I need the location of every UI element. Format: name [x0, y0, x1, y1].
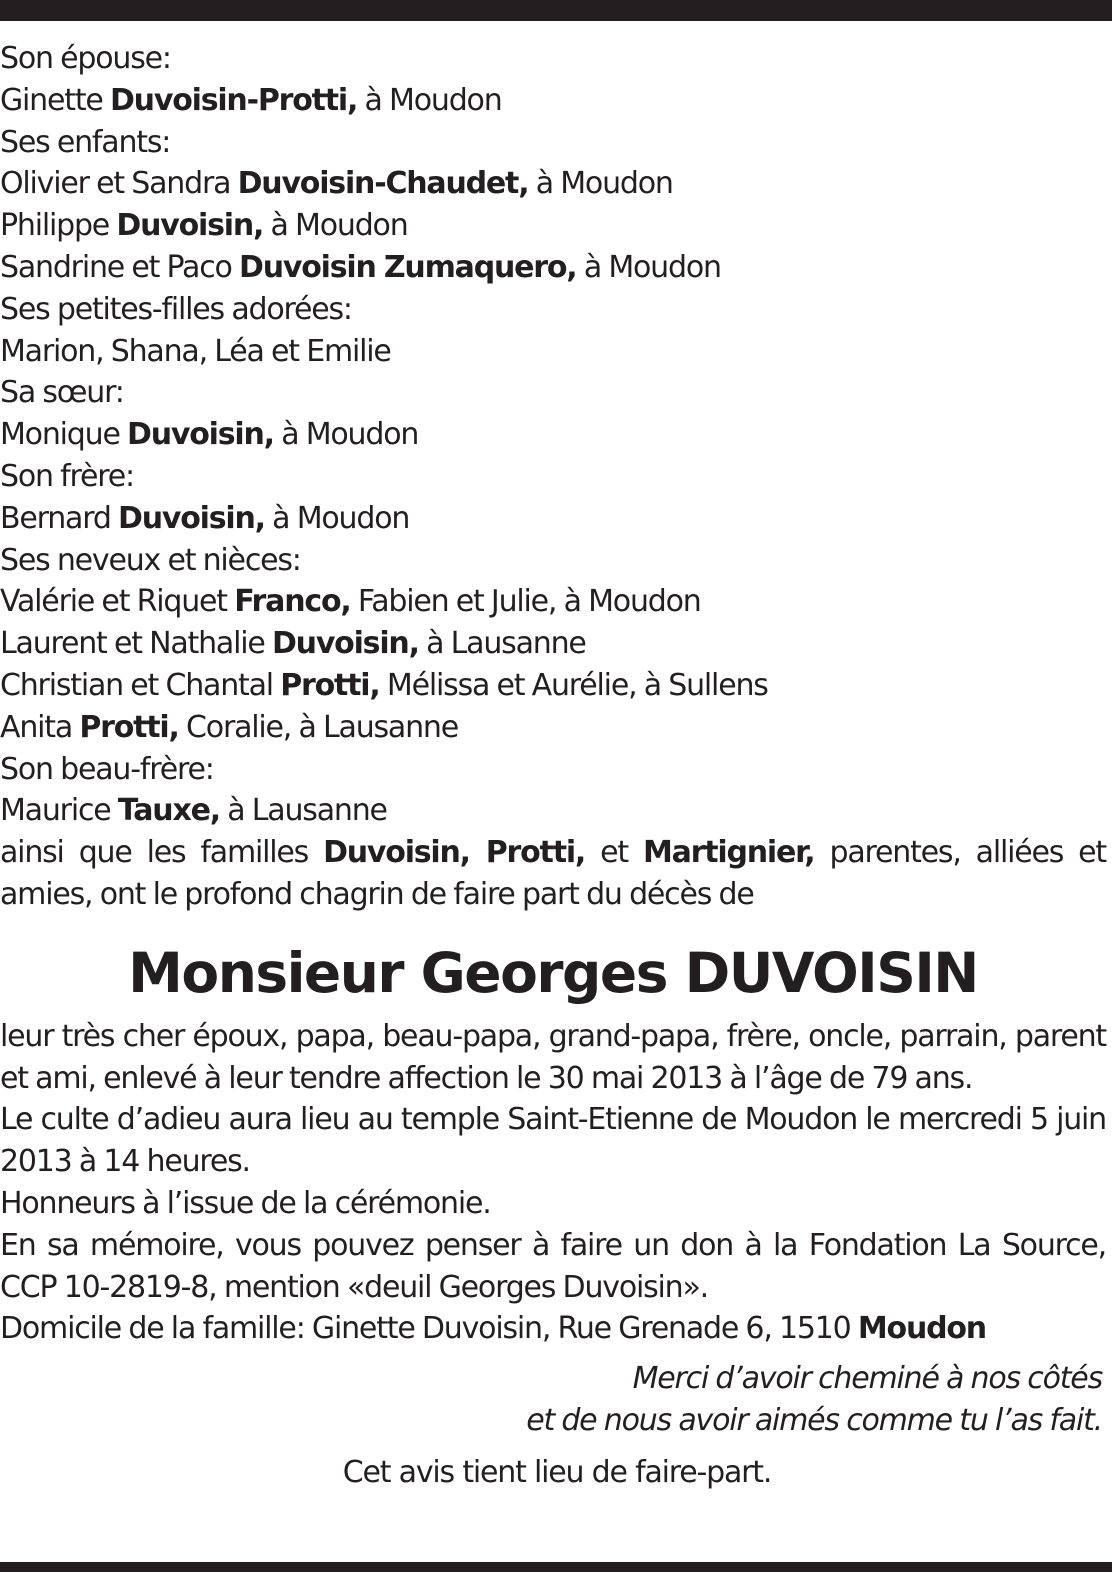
family-surname: Duvoisin,	[127, 417, 274, 453]
family-line: Ginette Duvoisin-Protti, à Moudon	[0, 82, 502, 118]
honours-paragraph: Honneurs à l’issue de la cérémonie.	[0, 1185, 491, 1221]
top-rule	[0, 0, 1112, 21]
family-line: Ses petites-filles adorées:	[0, 291, 352, 327]
family-line: Christian et Chantal Protti, Mélissa et Aurélie, à Sullens	[0, 667, 768, 703]
domicile-town: Moudon	[857, 1311, 986, 1347]
donation-paragraph: En sa mémoire, vous pouvez penser à faire un don à la Fondation La Source, CCP 10-2819-8, mention «deuil Georges Duvoisin».	[0, 1227, 1106, 1305]
family-line: Philippe Duvoisin, à Moudon	[0, 208, 408, 244]
deceased-name: Monsieur Georges DUVOISIN	[128, 940, 978, 1005]
family-line: Maurice Tauxe, à Lausanne	[0, 793, 387, 829]
description-paragraph: leur très cher époux, papa, beau-papa, grand-papa, frère, oncle, parrain, parent et ami, enlevé à leur tendre affection le 30 mai 2013 à l’âge de 79 ans.	[0, 1018, 1106, 1096]
family-line: Valérie et Riquet Franco, Fabien et Julie, à Moudon	[0, 584, 701, 620]
family-line: Marion, Shana, Léa et Emilie	[0, 333, 391, 369]
family-line: Anita Protti, Coralie, à Lausanne	[0, 709, 459, 745]
family-surname: Duvoisin-Protti,	[109, 82, 358, 118]
closing-message	[0, 1358, 1106, 1442]
signoff-note: Cet avis tient lieu de faire-part.	[342, 1454, 772, 1490]
family-line: Ses enfants:	[0, 124, 171, 160]
families-sentence: ainsi que les familles Duvoisin, Protti, et Martignier, parentes, alliées et amies, ont le profond chagrin de faire part du décès de	[0, 835, 1106, 912]
family-line: Sa sœur:	[0, 375, 124, 411]
family-line: Laurent et Nathalie Duvoisin, à Lausanne	[0, 626, 586, 662]
family-surname: Protti,	[280, 667, 380, 703]
bottom-rule	[0, 1562, 1112, 1572]
family-surname: Franco,	[234, 584, 351, 620]
closing-line: et de nous avoir aimés comme tu l’as fait.	[526, 1402, 1102, 1438]
family-surname: Tauxe,	[117, 793, 220, 829]
family-line: Son frère:	[0, 458, 134, 494]
family-line: Ses neveux et nièces:	[0, 542, 301, 578]
family-surname: Duvoisin,	[271, 626, 419, 662]
family-surname: Martignier,	[642, 835, 815, 871]
closing-line: Merci d’avoir cheminé à nos côtés	[632, 1361, 1102, 1397]
family-surname: Duvoisin Zumaquero,	[239, 249, 577, 285]
family-surname: Duvoisin-Chaudet,	[237, 166, 529, 202]
domicile-paragraph: Domicile de la famille: Ginette Duvoisin, Rue Grenade 6, 1510 Moudon	[0, 1311, 986, 1347]
family-surname: Duvoisin,	[118, 500, 265, 536]
family-surname: Duvoisin, Protti,	[323, 835, 586, 871]
ceremony-paragraph: Le culte d’adieu aura lieu au temple Saint-Etienne de Moudon le mercredi 5 juin 2013 à 14 heures.	[0, 1102, 1106, 1180]
obituary-notice	[0, 38, 1106, 1494]
family-surname: Protti,	[79, 709, 179, 745]
family-surname: Duvoisin,	[116, 208, 264, 244]
family-line: Son épouse:	[0, 41, 171, 76]
family-line: Monique Duvoisin, à Moudon	[0, 417, 419, 453]
family-list	[0, 38, 1106, 832]
family-line: Son beau-frère:	[0, 751, 214, 787]
family-line: Olivier et Sandra Duvoisin-Chaudet, à Moudon	[0, 166, 673, 202]
family-line: Bernard Duvoisin, à Moudon	[0, 500, 410, 536]
family-line: Sandrine et Paco Duvoisin Zumaquero, à Moudon	[0, 249, 721, 285]
